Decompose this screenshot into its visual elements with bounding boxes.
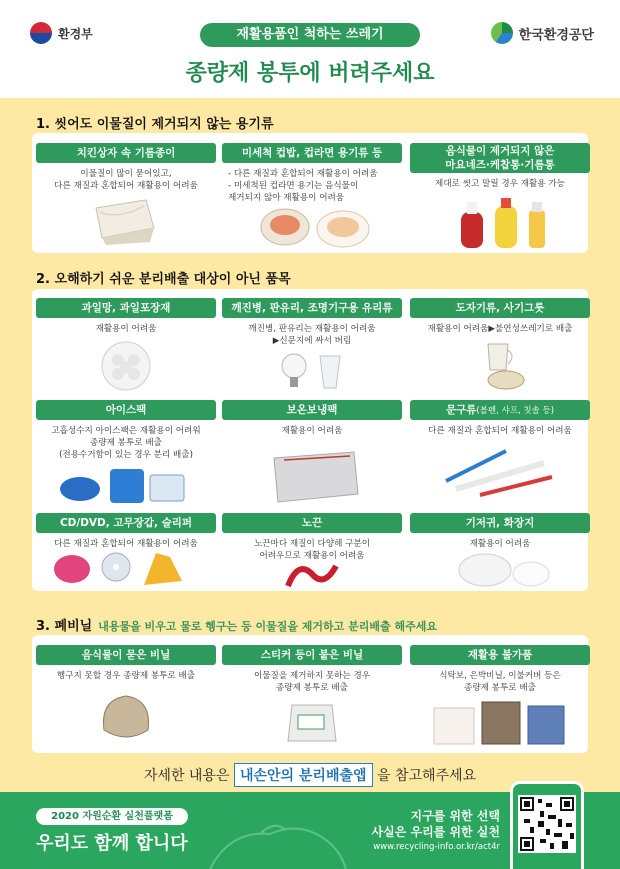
card-label: 깨진병, 판유리, 조명기구용 유리류 bbox=[222, 298, 402, 318]
card-fruit-net bbox=[36, 298, 216, 335]
thermal-pack-image bbox=[270, 448, 360, 504]
dirty-cup-bowls-image bbox=[255, 205, 375, 250]
card-string bbox=[222, 513, 402, 562]
ministry-name: 환경부 bbox=[58, 26, 93, 41]
card-broken-glass bbox=[222, 298, 402, 347]
card-label: 아이스팩 bbox=[36, 400, 216, 420]
card-label: 음식물이 묻은 비닐 bbox=[36, 645, 216, 665]
pinky-promise-hands-icon bbox=[200, 800, 350, 869]
fruit-net-image bbox=[96, 340, 156, 392]
website-url[interactable]: www.recycling-info.or.kr/act4r bbox=[373, 842, 500, 852]
card-label: 치킨상자 속 기름종이 bbox=[36, 143, 216, 163]
card-chicken-paper bbox=[36, 143, 216, 192]
dirty-vinyl-bag-image bbox=[96, 690, 156, 746]
tablecloth-foil-cover-image bbox=[430, 698, 570, 748]
tagline-line-2: 사실은 우리를 위한 실천 bbox=[371, 825, 500, 839]
taegeuk-emblem-icon bbox=[30, 22, 52, 44]
card-desc: 이물질이 많이 묻어있고, 다른 재질과 혼합되어 재활용이 어려움 bbox=[54, 169, 198, 191]
card-desc: 헹구지 못할 경우 종량제 봉투로 배출 bbox=[56, 671, 196, 681]
card-label: 미세척 컵밥, 컵라면 용기류 등 bbox=[222, 143, 402, 163]
card-desc: 이물질을 제거하지 못하는 경우 종량제 봉투로 배출 bbox=[253, 671, 371, 693]
ceramic-jug-bowl-image bbox=[478, 340, 533, 392]
keco-name: 한국환경공단 bbox=[518, 27, 594, 43]
slogan: 우리도 함께 합니다 bbox=[36, 833, 188, 854]
keco-emblem-icon bbox=[491, 22, 513, 44]
card-label: 기저귀, 화장지 bbox=[410, 513, 590, 533]
tagline-line-1: 지구를 위한 선택 bbox=[410, 809, 500, 823]
card-label: 문구류(볼펜, 샤프, 칫솔 등) bbox=[410, 400, 590, 420]
card-desc: 다른 재질과 혼합되어 재활용이 어려움 bbox=[428, 426, 572, 436]
card-food-vinyl bbox=[36, 645, 216, 682]
card-label: 음식물이 제거되지 않은 마요네즈·케찹통·기름통 bbox=[410, 143, 590, 173]
card-diapers-tissue bbox=[410, 513, 590, 550]
red-string-image bbox=[282, 558, 342, 590]
ice-packs-image bbox=[58, 465, 188, 505]
app-name-link[interactable]: 내손안의 분리배출앱 bbox=[234, 763, 373, 787]
card-ceramics bbox=[410, 298, 590, 335]
card-desc: 깨진병, 판유리는 재활용이 어려움 ▶신문지에 싸서 버림 bbox=[248, 324, 376, 346]
card-label: 스티커 등이 붙은 비닐 bbox=[222, 645, 402, 665]
card-desc: 제대로 씻고 말릴 경우 재활용 가능 bbox=[435, 179, 565, 189]
keco-logo bbox=[491, 22, 594, 44]
card-desc: 재활용이 어려움 bbox=[281, 426, 343, 436]
card-sauce-bottles bbox=[410, 143, 590, 190]
card-desc: 다른 재질과 혼합되어 재활용이 어려움 bbox=[54, 539, 198, 549]
app-reference-note: 자세한 내용은 내손안의 분리배출앱 을 참고해주세요 bbox=[0, 763, 620, 787]
sauce-bottles-image bbox=[455, 192, 555, 252]
card-desc: 식탁보, 은박비닐, 이불커버 등은 종량제 봉투로 배출 bbox=[439, 671, 561, 693]
card-stationery bbox=[410, 400, 590, 437]
card-desc: 재활용이 어려움 bbox=[469, 539, 531, 549]
card-desc: 재활용이 어려움 bbox=[95, 324, 157, 334]
card-desc: 노끈마다 재질이 다양해 구분이 어려우므로 재활용이 어려움 bbox=[253, 539, 371, 561]
card-label: 도자기류, 사기그릇 bbox=[410, 298, 590, 318]
section-1-title: 1. 씻어도 이물질이 제거되지 않는 용기류 bbox=[36, 117, 274, 132]
platform-badge: 2020 자원순환 실천플랫폼 bbox=[36, 808, 188, 825]
pens-toothbrush-image bbox=[440, 445, 560, 500]
ministry-logo bbox=[30, 22, 93, 44]
greasy-paper-box-image bbox=[88, 190, 158, 245]
page-title: 종량제 봉투에 버려주세요 bbox=[185, 61, 435, 86]
diaper-tissue-image bbox=[455, 548, 555, 590]
card-desc: 재활용이 어려움▶불연성쓰레기로 배출 bbox=[427, 324, 573, 334]
card-ice-pack bbox=[36, 400, 216, 461]
card-label: 보온보냉팩 bbox=[222, 400, 402, 420]
card-label: CD/DVD, 고무장갑, 슬리퍼 bbox=[36, 513, 216, 533]
header-badge: 재활용품인 척하는 쓰레기 bbox=[200, 23, 420, 47]
qr-code-icon[interactable] bbox=[518, 795, 576, 853]
bulb-glass-image bbox=[278, 350, 348, 392]
section-2-title: 2. 오해하기 쉬운 분리배출 대상이 아닌 품목 bbox=[36, 272, 291, 287]
card-thermal-pack bbox=[222, 400, 402, 437]
card-desc: 고흡성수지 아이스팩은 재활용이 어려워 종량제 봉투로 배출 (전용수거함이 있는 경우 분리 배출) bbox=[51, 426, 201, 460]
card-label: 노끈 bbox=[222, 513, 402, 533]
card-non-recyclable bbox=[410, 645, 590, 694]
cd-gloves-slippers-image bbox=[52, 545, 192, 590]
section-3-title: 3. 폐비닐 내용물을 비우고 물로 헹구는 등 이물질을 제거하고 분리배출 해주세요 bbox=[36, 619, 437, 634]
card-cup-containers bbox=[222, 143, 402, 204]
card-label: 과일망, 과일포장재 bbox=[36, 298, 216, 318]
card-desc: - 다른 재질과 혼합되어 재활용이 어려움 - 미세척된 컵라면 용기는 음식물이 제거되지 않아 재활용이 어려움 bbox=[228, 169, 378, 203]
labeled-vinyl-bag-image bbox=[282, 697, 342, 747]
card-sticker-vinyl bbox=[222, 645, 402, 694]
card-label: 재활용 불가품 bbox=[410, 645, 590, 665]
